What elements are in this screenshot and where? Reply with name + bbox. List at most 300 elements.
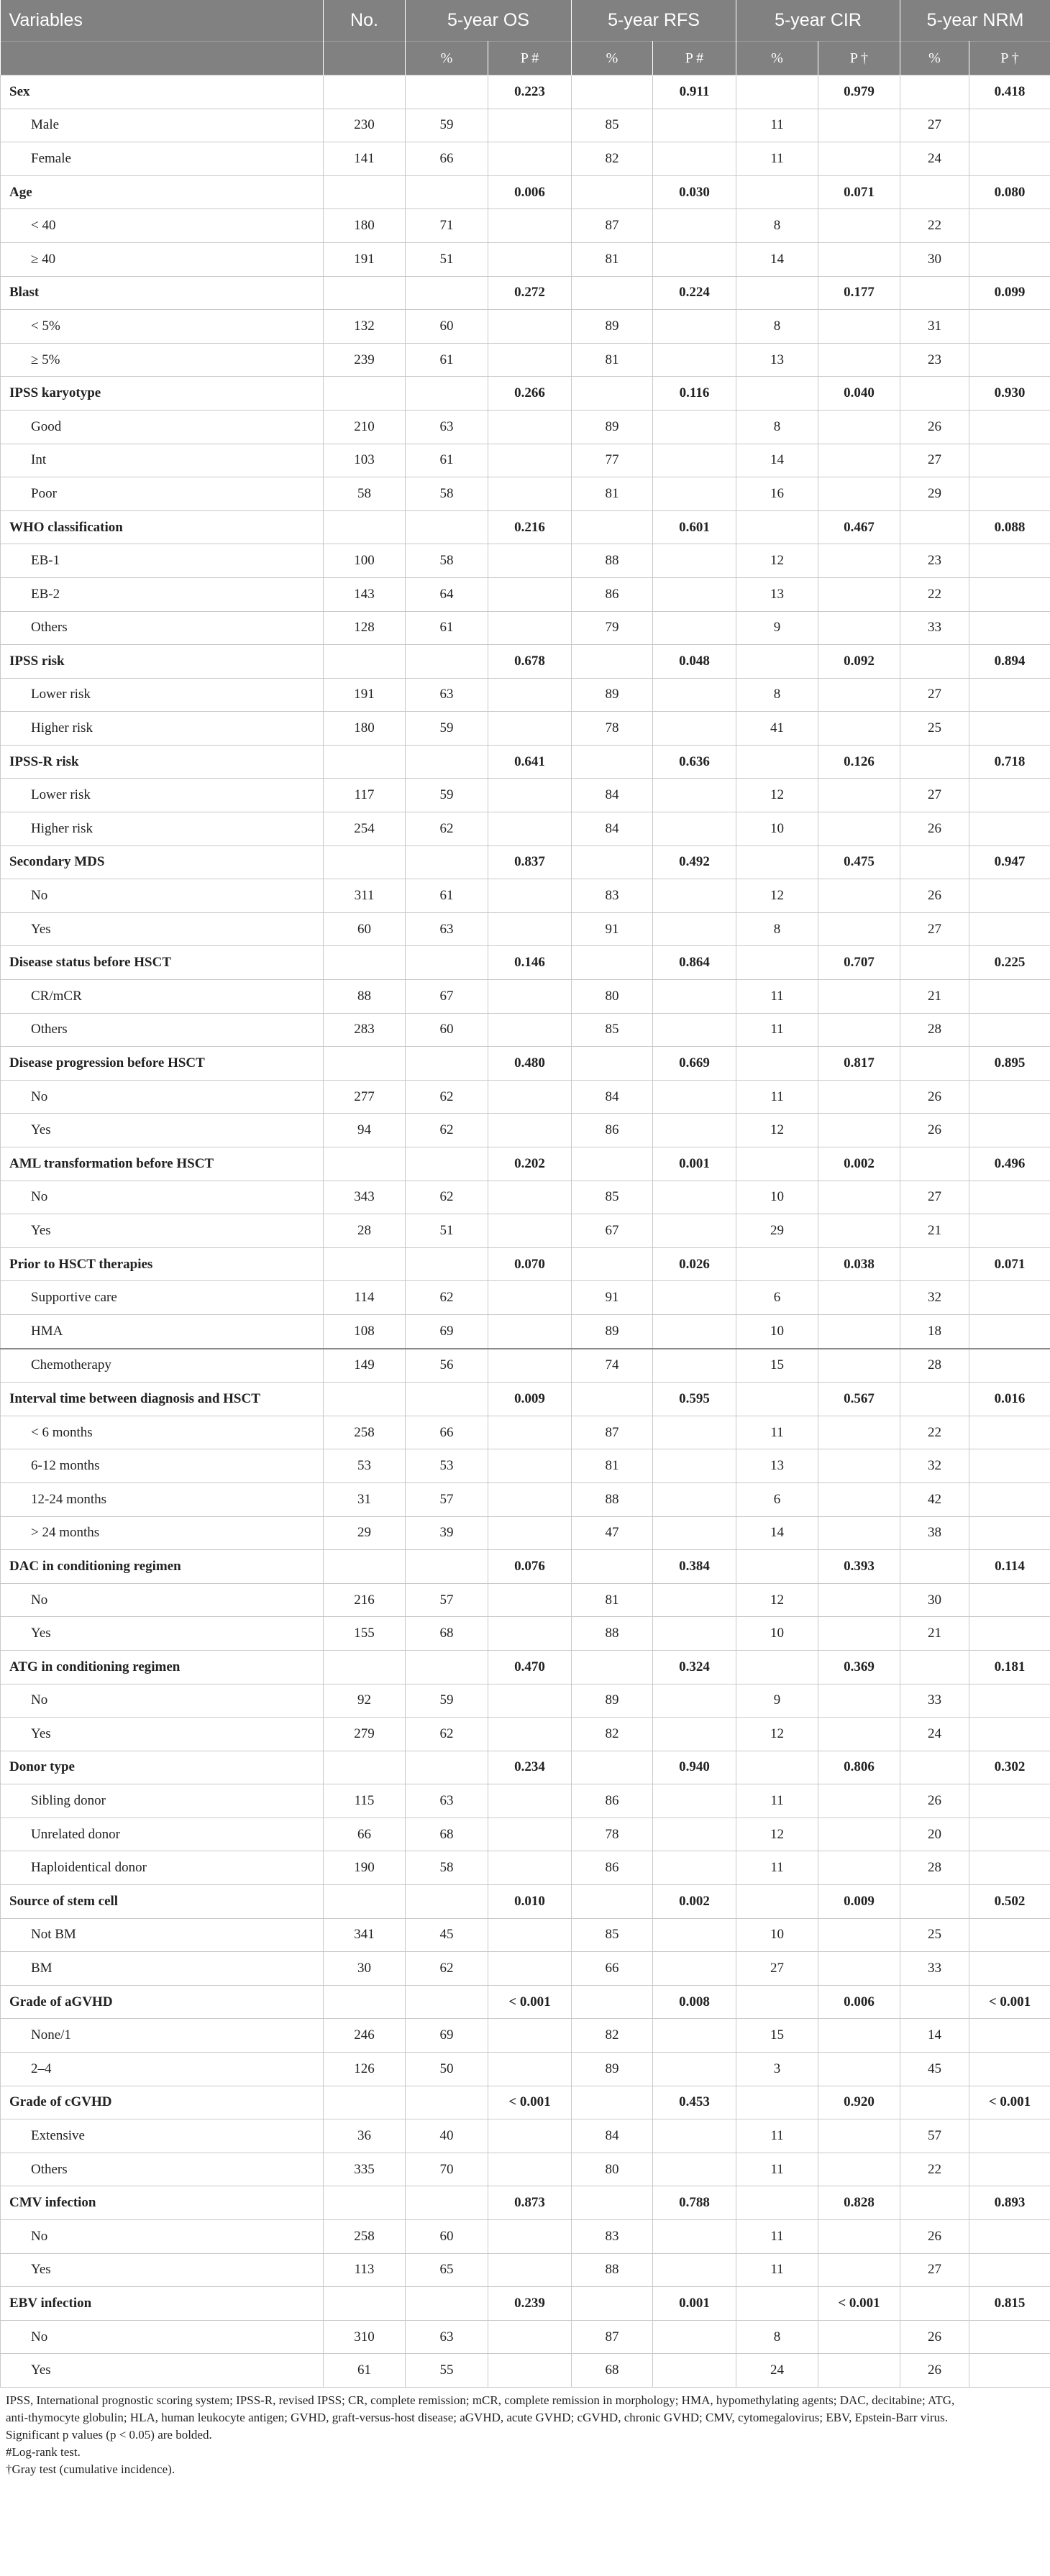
header-cir-pct: % <box>736 42 818 75</box>
rfs-pct-cell: 88 <box>572 2253 653 2287</box>
rfs-pct-cell <box>572 75 653 109</box>
rfs-p-cell <box>653 410 736 444</box>
os-pct-cell: 58 <box>406 477 488 511</box>
cir-pct-cell: 12 <box>736 1583 818 1617</box>
nrm-p-cell <box>969 980 1050 1014</box>
nrm-p-value: 0.088 <box>969 510 1050 544</box>
nrm-pct-cell: 38 <box>900 1516 969 1550</box>
nrm-p-cell <box>969 1918 1050 1952</box>
cir-p-value: 0.038 <box>818 1247 900 1281</box>
rfs-p-cell <box>653 1851 736 1885</box>
nrm-p-value: 0.114 <box>969 1550 1050 1584</box>
table-row <box>1 2053 1050 2086</box>
nrm-p-cell <box>969 1851 1050 1885</box>
table-row <box>1 1516 1050 1550</box>
rfs-p-cell <box>653 912 736 946</box>
os-p-value: 0.470 <box>488 1650 572 1684</box>
nrm-pct-cell <box>900 1247 969 1281</box>
nrm-pct-cell: 28 <box>900 1013 969 1047</box>
os-p-cell <box>488 1918 572 1952</box>
os-pct-cell: 45 <box>406 1918 488 1952</box>
os-p-cell <box>488 109 572 142</box>
variable-label: CR/mCR <box>1 980 324 1014</box>
cir-pct-cell <box>736 1147 818 1181</box>
header-cir-p: P † <box>818 42 900 75</box>
rfs-p-cell <box>653 577 736 611</box>
count-cell: 113 <box>324 2253 406 2287</box>
nrm-pct-cell: 21 <box>900 1214 969 1248</box>
nrm-p-value: < 0.001 <box>969 2086 1050 2119</box>
os-pct-cell: 63 <box>406 410 488 444</box>
os-p-cell <box>488 1818 572 1851</box>
count-cell <box>324 745 406 779</box>
nrm-pct-cell: 27 <box>900 1181 969 1214</box>
count-cell: 115 <box>324 1784 406 1818</box>
table-row <box>1 1080 1050 1114</box>
os-p-cell <box>488 2053 572 2086</box>
nrm-p-cell <box>969 1013 1050 1047</box>
nrm-pct-cell: 28 <box>900 1349 969 1383</box>
rfs-pct-cell <box>572 510 653 544</box>
rfs-pct-cell: 83 <box>572 879 653 913</box>
rfs-p-cell <box>653 544 736 578</box>
nrm-pct-cell: 30 <box>900 242 969 276</box>
rfs-p-cell <box>653 1818 736 1851</box>
os-p-cell <box>488 310 572 344</box>
cir-p-value: 0.567 <box>818 1383 900 1416</box>
nrm-pct-cell <box>900 1650 969 1684</box>
variable-label: WHO classification <box>1 510 324 544</box>
count-cell <box>324 845 406 879</box>
os-p-value: 0.234 <box>488 1751 572 1784</box>
nrm-pct-cell: 31 <box>900 310 969 344</box>
os-p-value: 0.873 <box>488 2186 572 2220</box>
os-p-cell <box>488 444 572 477</box>
nrm-pct-cell: 25 <box>900 1918 969 1952</box>
table-row <box>1 1918 1050 1952</box>
variable-label: IPSS karyotype <box>1 377 324 411</box>
os-p-cell <box>488 2253 572 2287</box>
rfs-p-cell <box>653 879 736 913</box>
os-p-cell <box>488 1449 572 1483</box>
rfs-pct-cell: 79 <box>572 611 653 645</box>
header-row-2 <box>1 42 1050 75</box>
count-cell: 190 <box>324 1851 406 1885</box>
variable-label: No <box>1 1684 324 1718</box>
count-cell: 117 <box>324 779 406 812</box>
cir-pct-cell: 11 <box>736 1013 818 1047</box>
cir-p-cell <box>818 310 900 344</box>
cir-pct-cell <box>736 1383 818 1416</box>
count-cell: 149 <box>324 1349 406 1383</box>
os-p-cell <box>488 1516 572 1550</box>
count-cell <box>324 946 406 980</box>
table-row <box>1 812 1050 846</box>
group-row <box>1 75 1050 109</box>
cir-p-cell <box>818 1013 900 1047</box>
variable-label: Sibling donor <box>1 1784 324 1818</box>
cir-p-cell <box>818 2053 900 2086</box>
table-row <box>1 712 1050 746</box>
variable-label: No <box>1 879 324 913</box>
variable-label: Yes <box>1 912 324 946</box>
count-cell: 30 <box>324 1952 406 1986</box>
rfs-pct-cell <box>572 845 653 879</box>
count-cell: 100 <box>324 544 406 578</box>
os-pct-cell: 50 <box>406 2053 488 2086</box>
nrm-pct-cell: 26 <box>900 2354 969 2388</box>
os-p-cell <box>488 980 572 1014</box>
os-p-value: < 0.001 <box>488 2086 572 2119</box>
cir-pct-cell <box>736 1650 818 1684</box>
variable-label: Yes <box>1 1214 324 1248</box>
count-cell: 128 <box>324 611 406 645</box>
variable-label: Others <box>1 1013 324 1047</box>
variable-label: Secondary MDS <box>1 845 324 879</box>
os-p-value: 0.239 <box>488 2287 572 2321</box>
cir-p-cell <box>818 1314 900 1348</box>
nrm-pct-cell <box>900 1147 969 1181</box>
os-p-cell <box>488 477 572 511</box>
variable-label: 2–4 <box>1 2053 324 2086</box>
os-pct-cell <box>406 1985 488 2019</box>
cir-p-cell <box>818 1952 900 1986</box>
nrm-p-cell <box>969 712 1050 746</box>
rfs-pct-cell: 89 <box>572 410 653 444</box>
os-pct-cell: 58 <box>406 1851 488 1885</box>
os-pct-cell: 63 <box>406 912 488 946</box>
rfs-pct-cell: 78 <box>572 712 653 746</box>
cir-pct-cell <box>736 510 818 544</box>
count-cell: 29 <box>324 1516 406 1550</box>
nrm-pct-cell <box>900 75 969 109</box>
rfs-pct-cell: 68 <box>572 2354 653 2388</box>
rfs-pct-cell: 89 <box>572 1314 653 1348</box>
variable-label: No <box>1 1583 324 1617</box>
rfs-p-cell <box>653 678 736 712</box>
count-cell <box>324 75 406 109</box>
group-row <box>1 1985 1050 2019</box>
table-row <box>1 2253 1050 2287</box>
nrm-p-cell <box>969 1114 1050 1147</box>
variable-label: IPSS risk <box>1 645 324 679</box>
cir-pct-cell: 13 <box>736 1449 818 1483</box>
cir-pct-cell <box>736 2086 818 2119</box>
nrm-pct-cell: 27 <box>900 779 969 812</box>
cir-pct-cell: 11 <box>736 2220 818 2254</box>
nrm-p-cell <box>969 879 1050 913</box>
cir-p-value: 0.920 <box>818 2086 900 2119</box>
rfs-pct-cell: 84 <box>572 1080 653 1114</box>
cir-pct-cell <box>736 2186 818 2220</box>
rfs-pct-cell: 84 <box>572 2119 653 2153</box>
cir-p-cell <box>818 779 900 812</box>
variable-label: Interval time between diagnosis and HSCT <box>1 1383 324 1416</box>
os-pct-cell: 40 <box>406 2119 488 2153</box>
os-p-cell <box>488 812 572 846</box>
count-cell <box>324 1751 406 1784</box>
nrm-pct-cell <box>900 1383 969 1416</box>
os-pct-cell: 63 <box>406 678 488 712</box>
table-row <box>1 310 1050 344</box>
nrm-pct-cell <box>900 2287 969 2321</box>
nrm-pct-cell: 26 <box>900 812 969 846</box>
rfs-pct-cell: 66 <box>572 1952 653 1986</box>
os-p-cell <box>488 1583 572 1617</box>
nrm-p-cell <box>969 2053 1050 2086</box>
variable-label: Poor <box>1 477 324 511</box>
rfs-pct-cell: 78 <box>572 1818 653 1851</box>
nrm-p-cell <box>969 912 1050 946</box>
nrm-pct-cell <box>900 276 969 310</box>
os-p-value: 0.009 <box>488 1383 572 1416</box>
rfs-p-value: 0.026 <box>653 1247 736 1281</box>
count-cell: 191 <box>324 242 406 276</box>
nrm-p-value: 0.181 <box>969 1650 1050 1684</box>
nrm-p-cell <box>969 1449 1050 1483</box>
os-pct-cell: 66 <box>406 1416 488 1449</box>
os-p-value: 0.076 <box>488 1550 572 1584</box>
os-p-cell <box>488 1684 572 1718</box>
cir-pct-cell: 10 <box>736 1181 818 1214</box>
cir-p-cell <box>818 1181 900 1214</box>
os-p-value: 0.678 <box>488 645 572 679</box>
count-cell: 310 <box>324 2320 406 2354</box>
os-p-cell <box>488 544 572 578</box>
rfs-pct-cell <box>572 1047 653 1081</box>
count-cell: 28 <box>324 1214 406 1248</box>
group-row <box>1 1247 1050 1281</box>
nrm-p-value: 0.302 <box>969 1751 1050 1784</box>
nrm-pct-cell <box>900 1047 969 1081</box>
nrm-p-value: 0.895 <box>969 1047 1050 1081</box>
cir-pct-cell: 6 <box>736 1281 818 1315</box>
rfs-p-cell <box>653 779 736 812</box>
rfs-pct-cell: 81 <box>572 343 653 377</box>
nrm-pct-cell: 22 <box>900 2153 969 2186</box>
os-pct-cell: 71 <box>406 209 488 243</box>
rfs-p-cell <box>653 1583 736 1617</box>
os-p-cell <box>488 1617 572 1651</box>
rfs-pct-cell: 81 <box>572 1583 653 1617</box>
os-p-cell <box>488 142 572 176</box>
variable-label: DAC in conditioning regimen <box>1 1550 324 1584</box>
rfs-pct-cell: 88 <box>572 1482 653 1516</box>
count-cell: 155 <box>324 1617 406 1651</box>
header-variables: Variables <box>1 0 324 42</box>
variable-label: No <box>1 2220 324 2254</box>
cir-pct-cell <box>736 1885 818 1919</box>
nrm-p-cell <box>969 1214 1050 1248</box>
os-p-cell <box>488 611 572 645</box>
cir-pct-cell: 12 <box>736 544 818 578</box>
nrm-p-cell <box>969 2119 1050 2153</box>
table-row <box>1 1617 1050 1651</box>
group-row <box>1 377 1050 411</box>
rfs-p-value: 0.008 <box>653 1985 736 2019</box>
nrm-p-cell <box>969 1416 1050 1449</box>
variable-label: Male <box>1 109 324 142</box>
nrm-p-cell <box>969 2354 1050 2388</box>
nrm-p-value: < 0.001 <box>969 1985 1050 2019</box>
rfs-pct-cell <box>572 377 653 411</box>
cir-p-cell <box>818 2019 900 2053</box>
rfs-p-cell <box>653 2153 736 2186</box>
os-p-value: 0.202 <box>488 1147 572 1181</box>
cir-p-cell <box>818 712 900 746</box>
os-pct-cell <box>406 845 488 879</box>
header-os: 5-year OS <box>406 0 572 42</box>
count-cell <box>324 1885 406 1919</box>
header-rfs-pct: % <box>572 42 653 75</box>
nrm-p-cell <box>969 779 1050 812</box>
rfs-pct-cell: 84 <box>572 779 653 812</box>
nrm-pct-cell <box>900 510 969 544</box>
os-p-cell <box>488 678 572 712</box>
group-row <box>1 175 1050 209</box>
rfs-pct-cell: 87 <box>572 2320 653 2354</box>
table-row <box>1 2119 1050 2153</box>
cir-p-value: 0.177 <box>818 276 900 310</box>
nrm-pct-cell: 26 <box>900 1114 969 1147</box>
cir-pct-cell: 29 <box>736 1214 818 1248</box>
table-row <box>1 1684 1050 1718</box>
variable-label: HMA <box>1 1314 324 1348</box>
variable-label: 6-12 months <box>1 1449 324 1483</box>
count-cell: 53 <box>324 1449 406 1483</box>
os-pct-cell <box>406 1247 488 1281</box>
os-pct-cell: 63 <box>406 1784 488 1818</box>
cir-p-cell <box>818 1918 900 1952</box>
rfs-pct-cell: 82 <box>572 1718 653 1751</box>
table-row <box>1 980 1050 1014</box>
nrm-pct-cell: 14 <box>900 2019 969 2053</box>
count-cell: 279 <box>324 1718 406 1751</box>
nrm-pct-cell: 21 <box>900 980 969 1014</box>
rfs-pct-cell: 91 <box>572 912 653 946</box>
rfs-p-cell <box>653 1114 736 1147</box>
nrm-pct-cell: 24 <box>900 142 969 176</box>
variable-label: Blast <box>1 276 324 310</box>
variable-label: Grade of cGVHD <box>1 2086 324 2119</box>
rfs-pct-cell: 88 <box>572 544 653 578</box>
os-pct-cell: 55 <box>406 2354 488 2388</box>
cir-pct-cell: 8 <box>736 912 818 946</box>
cir-p-cell <box>818 343 900 377</box>
group-row <box>1 2186 1050 2220</box>
nrm-p-cell <box>969 1784 1050 1818</box>
os-p-value: 0.266 <box>488 377 572 411</box>
nrm-pct-cell: 25 <box>900 712 969 746</box>
rfs-p-cell <box>653 1214 736 1248</box>
rfs-pct-cell: 89 <box>572 678 653 712</box>
nrm-p-cell <box>969 1482 1050 1516</box>
cir-p-value: 0.002 <box>818 1147 900 1181</box>
count-cell <box>324 175 406 209</box>
rfs-pct-cell: 82 <box>572 142 653 176</box>
count-cell: 141 <box>324 142 406 176</box>
count-cell: 108 <box>324 1314 406 1348</box>
nrm-p-cell <box>969 611 1050 645</box>
rfs-pct-cell: 86 <box>572 1114 653 1147</box>
rfs-p-cell <box>653 1416 736 1449</box>
rfs-p-cell <box>653 1952 736 1986</box>
rfs-p-cell <box>653 980 736 1014</box>
rfs-pct-cell <box>572 2186 653 2220</box>
os-pct-cell <box>406 2186 488 2220</box>
nrm-pct-cell: 18 <box>900 1314 969 1348</box>
table-row <box>1 2354 1050 2388</box>
table-row <box>1 1784 1050 1818</box>
rfs-pct-cell <box>572 276 653 310</box>
nrm-p-cell <box>969 2153 1050 2186</box>
rfs-p-value: 0.788 <box>653 2186 736 2220</box>
cir-pct-cell: 16 <box>736 477 818 511</box>
cir-p-cell <box>818 611 900 645</box>
nrm-pct-cell: 33 <box>900 1684 969 1718</box>
cir-pct-cell: 10 <box>736 1918 818 1952</box>
cir-pct-cell <box>736 276 818 310</box>
os-p-value: 0.272 <box>488 276 572 310</box>
rfs-pct-cell: 67 <box>572 1214 653 1248</box>
rfs-p-cell <box>653 310 736 344</box>
rfs-p-cell <box>653 1349 736 1383</box>
nrm-p-cell <box>969 410 1050 444</box>
nrm-pct-cell: 32 <box>900 1449 969 1483</box>
rfs-pct-cell: 86 <box>572 577 653 611</box>
os-pct-cell: 62 <box>406 1281 488 1315</box>
header-no: No. <box>324 0 406 42</box>
rfs-p-value: 0.001 <box>653 2287 736 2321</box>
cir-pct-cell: 27 <box>736 1952 818 1986</box>
os-p-cell <box>488 779 572 812</box>
nrm-p-cell <box>969 477 1050 511</box>
table-row <box>1 1114 1050 1147</box>
cir-pct-cell <box>736 1751 818 1784</box>
variable-label: Yes <box>1 1114 324 1147</box>
variable-label: ≥ 40 <box>1 242 324 276</box>
table-row <box>1 1181 1050 1214</box>
group-row <box>1 276 1050 310</box>
cir-p-cell <box>818 444 900 477</box>
count-cell <box>324 1383 406 1416</box>
rfs-p-cell <box>653 611 736 645</box>
header-rfs-p: P # <box>653 42 736 75</box>
table-row <box>1 1214 1050 1248</box>
count-cell: 126 <box>324 2053 406 2086</box>
table-row <box>1 1314 1050 1348</box>
table-row <box>1 2153 1050 2186</box>
rfs-pct-cell <box>572 1550 653 1584</box>
os-pct-cell <box>406 75 488 109</box>
rfs-pct-cell: 87 <box>572 1416 653 1449</box>
cir-p-cell <box>818 1416 900 1449</box>
rfs-pct-cell <box>572 1147 653 1181</box>
variable-label: ≥ 5% <box>1 343 324 377</box>
count-cell: 210 <box>324 410 406 444</box>
cir-p-cell <box>818 209 900 243</box>
cir-pct-cell <box>736 1247 818 1281</box>
nrm-pct-cell: 33 <box>900 1952 969 1986</box>
nrm-pct-cell: 45 <box>900 2053 969 2086</box>
nrm-pct-cell: 26 <box>900 2220 969 2254</box>
nrm-pct-cell <box>900 745 969 779</box>
nrm-p-cell <box>969 1617 1050 1651</box>
os-pct-cell: 60 <box>406 2220 488 2254</box>
os-pct-cell: 60 <box>406 1013 488 1047</box>
table-row <box>1 1851 1050 1885</box>
cir-pct-cell: 11 <box>736 2253 818 2287</box>
